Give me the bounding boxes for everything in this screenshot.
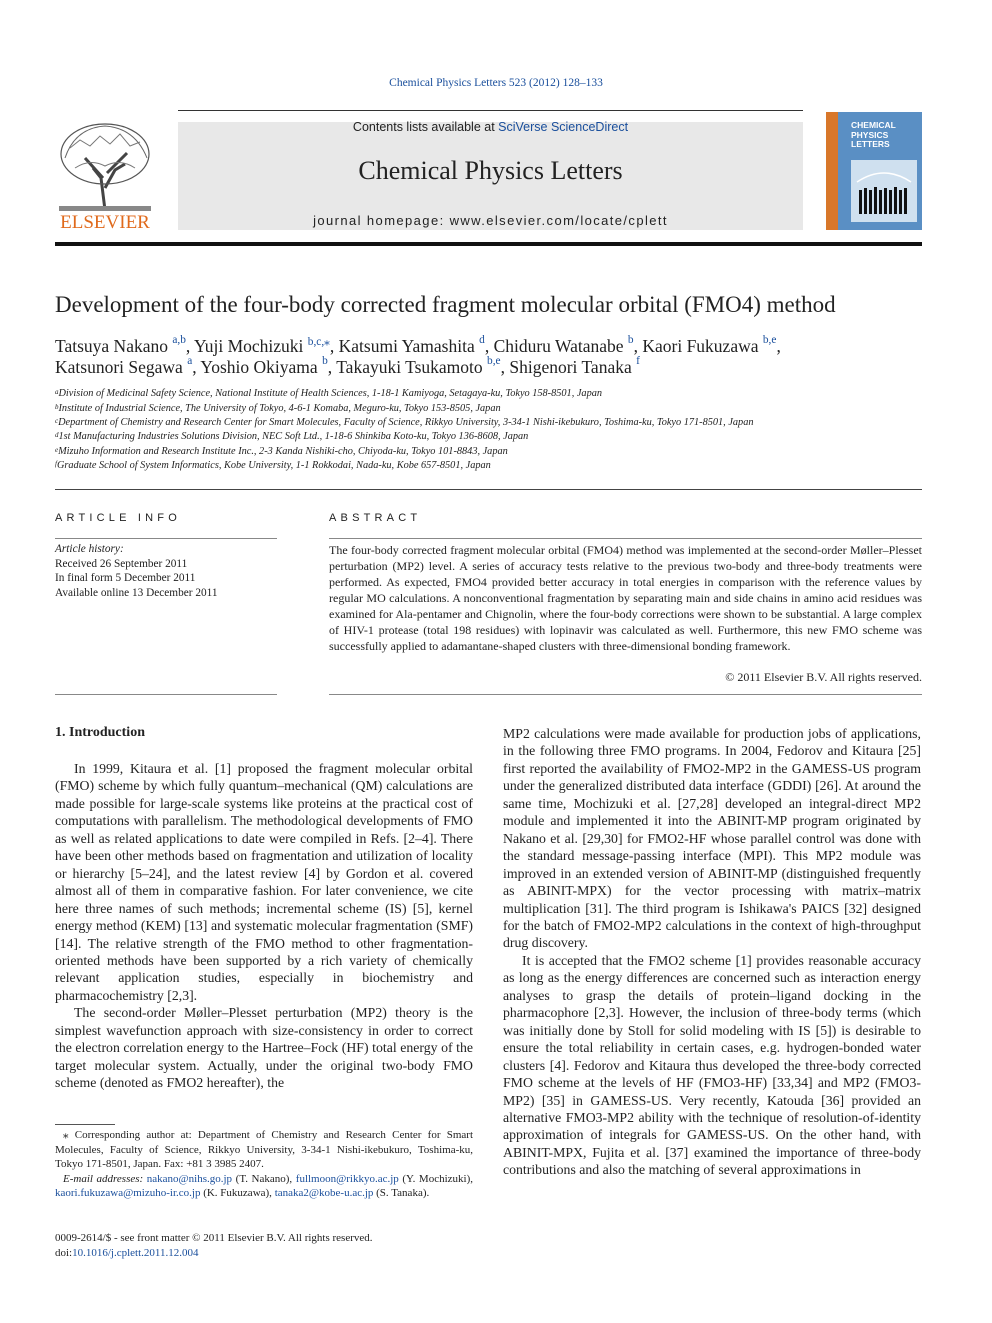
author[interactable] xyxy=(642,336,780,356)
affiliation-text: Graduate School of System Informatics, Kobe University, 1-1 Rokkodai, Nada-ku, Kobe 657-8501, Japan xyxy=(56,460,491,471)
affiliation-key: c xyxy=(55,417,59,425)
affiliation-key: a xyxy=(55,388,59,396)
author[interactable] xyxy=(336,357,509,377)
author-affil-sup[interactable]: b,e xyxy=(762,334,777,346)
cover-title-line: LETTERS xyxy=(851,139,890,149)
abstract-heading: ABSTRACT xyxy=(329,512,422,524)
body-paragraph: MP2 calculations were made available for production jobs of applications, in the following three FMO programs. In 2004, Fedorov and Kitaura [25] first reported the availability of FMO2-MP2 in the GAMESS-US program under the generalized distributed data interface (GDDI) [26]. At around the same time, Mochizuki et al. [27,28] developed an integral-direct MP2 module and implemented it into the ABINIT-MP program originated by Nakano et al. [29,30] for FMO2-HF whose parallel control was done with the standard message-passing interface (MPI). This MP2 module was improved in an extended version of ABINIT-MP (distinguished frequently as ABINIT-MPX) for the vector processing with matrix–matrix multiplication [31]. The third program is Ishikawa's PAICS [32] designed for the batch of FMO2-MP2 calculations in the context of high-throughput drug discovery. xyxy=(503,726,921,951)
email-owner: (K. Fukuzawa), xyxy=(200,1187,275,1199)
author-name: Kaori Fukuzawa xyxy=(642,336,759,356)
elsevier-logo xyxy=(55,118,155,233)
author-name: Katsunori Segawa xyxy=(55,357,183,377)
affiliation xyxy=(55,460,491,471)
author-sep: , xyxy=(192,357,201,377)
abstract-text: The four-body corrected fragment molecular orbital (FMO4) method was implemented at the second-order Møller–Plesset perturbation (MP2) level. A series of accuracy tests relative to the previous two-body and three-body treatments were performed. As expected, FMO4 provided better accuracy in total energies in comparison with the reference values by regular MO calculations. A nonconventional fragmentation by separating main and side chains in amino acid residues was examined for Ala-pentamer and Chignolin, where the four-body corrections were shown to be substantial. A large complex of HIV-1 protease (total 198 residues) with lopinavir was calculated as well. Furthermore, this new FMO scheme was successfully applied to adamantane-shaped clusters with three-dimensional bonding framework. xyxy=(329,543,922,653)
cover-title xyxy=(851,121,896,150)
received-date: Received 26 September 2011 xyxy=(55,557,188,570)
doi-line xyxy=(55,1246,373,1261)
article-info-bottom-rule xyxy=(55,694,277,695)
author[interactable] xyxy=(55,336,194,356)
author-affil-sup[interactable]: b,c,⁎ xyxy=(307,336,330,348)
email-label: E-mail addresses: xyxy=(63,1172,147,1185)
footnote-rule xyxy=(55,1124,115,1125)
email-owner: (Y. Mochizuki), xyxy=(398,1172,473,1185)
journal-title: Chemical Physics Letters xyxy=(358,156,623,185)
email-link[interactable]: fullmoon@rikkyo.ac.jp xyxy=(295,1172,399,1185)
cover-image xyxy=(851,160,917,222)
author-name: Katsumi Yamashita xyxy=(338,336,475,356)
author-affil-sup[interactable]: b xyxy=(627,334,634,346)
cover-title-line: CHEMICAL xyxy=(851,120,896,130)
article-info-heading: ARTICLE INFO xyxy=(55,512,181,524)
sciencedirect-link[interactable]: SciVerse ScienceDirect xyxy=(498,120,629,134)
abstract-copyright: © 2011 Elsevier B.V. All rights reserved. xyxy=(725,670,922,684)
affiliation xyxy=(55,431,528,442)
author-sep: , xyxy=(776,336,781,356)
author-affil-sup[interactable]: b,e xyxy=(487,355,501,367)
affiliation xyxy=(55,403,501,414)
author[interactable] xyxy=(55,357,200,377)
header-thick-rule xyxy=(55,242,922,246)
author-sep: , xyxy=(327,357,337,377)
author-affil-sup[interactable]: a xyxy=(187,355,193,367)
homepage-link[interactable]: www.elsevier.com/locate/cplett xyxy=(449,213,668,228)
author[interactable] xyxy=(494,336,643,356)
body-paragraph: In 1999, Kitaura et al. [1] proposed the fragment molecular orbital (FMO) scheme by which fully quantum–mechanical (QM) calculations are made possible for large-scale systems like proteins at the practical cost of computations with parallelism. The methodological developments of FMO as well as related applications to date were compiled in Refs. [2–4]. There have been other methods based on fragmentation and utilization of locality or hierarchy [5–24], and the latest review [4] by Gordon et al. covered almost all of them in comparative fashion. For later convenience, we cite here three names of such methods; incremental scheme (IS) [5], kernel energy method (KEM) [13] and systematic molecular fragmentation (SMF) [14]. The relative strength of the FMO method to other fragmentation-oriented methods have been supported by a rich variety of chemically relevant application studies, especially in biochemistry and pharmacochemistry [2,3]. xyxy=(55,761,473,1003)
body-column-left xyxy=(55,760,473,1092)
revised-date: In final form 5 December 2011 xyxy=(55,572,196,584)
affiliation xyxy=(55,388,602,399)
author[interactable] xyxy=(339,336,494,356)
author-name: Tatsuya Nakano xyxy=(55,336,168,356)
article-history xyxy=(55,542,218,600)
section-heading: 1. Introduction xyxy=(55,725,145,740)
abstract-rule xyxy=(329,538,922,539)
author-affil-sup[interactable]: b xyxy=(322,355,328,367)
affiliation-text: Department of Chemistry and Research Center for Smart Molecules, Faculty of Science, Rikkyo University, 3-34-1 Nishi-ikebukuro, Toshima-ku, Tokyo 171-8501, Japan xyxy=(58,417,754,428)
email-link[interactable]: tanaka2@kobe-u.ac.jp xyxy=(274,1187,374,1199)
affiliation-key: d xyxy=(55,431,59,439)
email-owner: (S. Tanaka). xyxy=(373,1187,430,1199)
author[interactable] xyxy=(194,336,339,356)
email-note xyxy=(55,1172,473,1201)
body-paragraph: It is accepted that the FMO2 scheme [1] provides reasonable accuracy as long as the energy differences are concerned such as interaction energy analyses to grasp the details of protein–ligand docking in the pharmacophore [2,3]. However, the inclusion of three-body terms (which was initially done by Stoll for solid modeling with IS [5]) is desirable to ensure the total reliability in certain cases, e.g. hydrogen-bonded water clusters [4]. Fedorov and Kitaura thus developed the three-body corrected FMO scheme at the levels of HF (FMO3-HF) [33,34] and MP2 (FMO3-MP2) [35] in GAMESS-US. Very recently, Katouda [36] provided an alternative FMO3-MP2 ability with the technique of resolution-of-identity approximation of integrals for GAMESS-US. On the other hand, with ABINIT-MPX, Fujita et al. [37] examined the importance of three-body contributions and also the matching of several approximations in xyxy=(503,952,921,1178)
author-name: Shigenori Tanaka xyxy=(509,357,632,377)
article-info-rule xyxy=(55,538,277,539)
affiliation xyxy=(55,417,754,428)
author[interactable] xyxy=(509,357,640,377)
affiliation-text: 1st Manufacturing Industries Solutions Division, NEC Soft Ltd., 1-18-6 Shinkiba Koto-ku, Tokyo 136-8608, Japan xyxy=(58,431,529,442)
article-title: Development of the four-body corrected fragment molecular orbital (FMO4) method xyxy=(55,292,836,317)
abstract-bottom-rule xyxy=(329,694,922,695)
corresponding-author-note: ⁎ Corresponding author at: Department of Chemistry and Research Center for Smart Molecules, Faculty of Science, Rikkyo University, 3-34-1 Nishi-ikebukuro, Toshima-ku, Tokyo 171-8501, Japan. Fax: +81 3 3985 2407. xyxy=(55,1129,473,1170)
author-sep: , xyxy=(500,357,510,377)
bottom-meta xyxy=(55,1231,373,1260)
cover-graphic-icon xyxy=(851,160,917,222)
affiliation-key: e xyxy=(55,445,59,454)
doi-label: doi: xyxy=(55,1246,73,1259)
author-name: Takayuki Tsukamoto xyxy=(336,357,483,377)
footnotes xyxy=(55,1128,473,1201)
author-name: Yuji Mochizuki xyxy=(194,336,304,356)
header-rule xyxy=(178,110,803,111)
author-name: Yoshio Okiyama xyxy=(200,357,318,377)
body-column-right xyxy=(503,725,921,1179)
author-sep: , xyxy=(633,336,643,356)
affiliation-key: f xyxy=(55,460,57,468)
author-affil-sup[interactable]: a,b xyxy=(172,334,186,346)
author-list-line-2 xyxy=(55,357,640,378)
affiliation xyxy=(55,446,508,457)
author-affil-sup[interactable]: f xyxy=(636,355,640,367)
author-sep: , xyxy=(484,336,494,356)
cover-stripe xyxy=(826,112,838,230)
author[interactable] xyxy=(200,357,336,377)
email-link[interactable]: nakano@nihs.go.jp xyxy=(146,1172,233,1185)
author-name: Chiduru Watanabe xyxy=(493,336,624,356)
doi-link[interactable]: 10.1016/j.cplett.2011.12.004 xyxy=(72,1246,199,1259)
affiliation-key: b xyxy=(55,402,59,411)
affiliation-text: Division of Medicinal Safety Science, National Institute of Health Sciences, 1-18-1 Kamiyoga, Setagaya-ku, Tokyo 158-8501, Japan xyxy=(58,388,603,399)
online-date: Available online 13 December 2011 xyxy=(55,586,218,599)
contents-prefix: Contents lists available at xyxy=(352,120,499,134)
author-sep: , xyxy=(329,336,339,356)
author-list-line-1 xyxy=(55,336,781,357)
contents-line xyxy=(178,120,803,134)
affiliation-text: Institute of Industrial Science, The University of Tokyo, 4-6-1 Komaba, Meguro-ku, Tokyo 153-8505, Japan xyxy=(58,402,501,414)
journal-homepage xyxy=(178,213,803,228)
elsevier-wordmark: ELSEVIER xyxy=(60,212,150,233)
cover-title-line: PHYSICS xyxy=(851,129,889,140)
issn-line: 0009-2614/$ - see front matter © 2011 Elsevier B.V. All rights reserved. xyxy=(55,1232,373,1244)
author-affil-sup[interactable]: d xyxy=(479,334,485,346)
email-link[interactable]: kaori.fukuzawa@mizuho-ir.co.jp xyxy=(55,1187,201,1199)
body-paragraph: The second-order Møller–Plesset perturbation (MP2) theory is the simplest wavefunction approach with size-consistency in order to correct the electron correlation energy to the Hartree–Fock (HF) total energy of the target molecular system. Actually, under the original two-body FMO scheme (denoted as FMO2 hereafter), the xyxy=(55,1005,473,1091)
affiliation-text: Mizuho Information and Research Institute Inc., 2-3 Kanda Nishiki-cho, Chiyoda-ku, Tokyo 101-8843, Japan xyxy=(58,445,508,457)
journal-citation[interactable]: Chemical Physics Letters 523 (2012) 128–133 xyxy=(389,77,603,89)
author-sep: , xyxy=(185,336,195,356)
homepage-prefix: journal homepage: xyxy=(313,213,450,228)
history-label: Article history: xyxy=(55,543,124,555)
journal-cover[interactable] xyxy=(826,112,922,230)
email-owner: (T. Nakano), xyxy=(232,1172,296,1185)
section-rule xyxy=(55,489,922,490)
